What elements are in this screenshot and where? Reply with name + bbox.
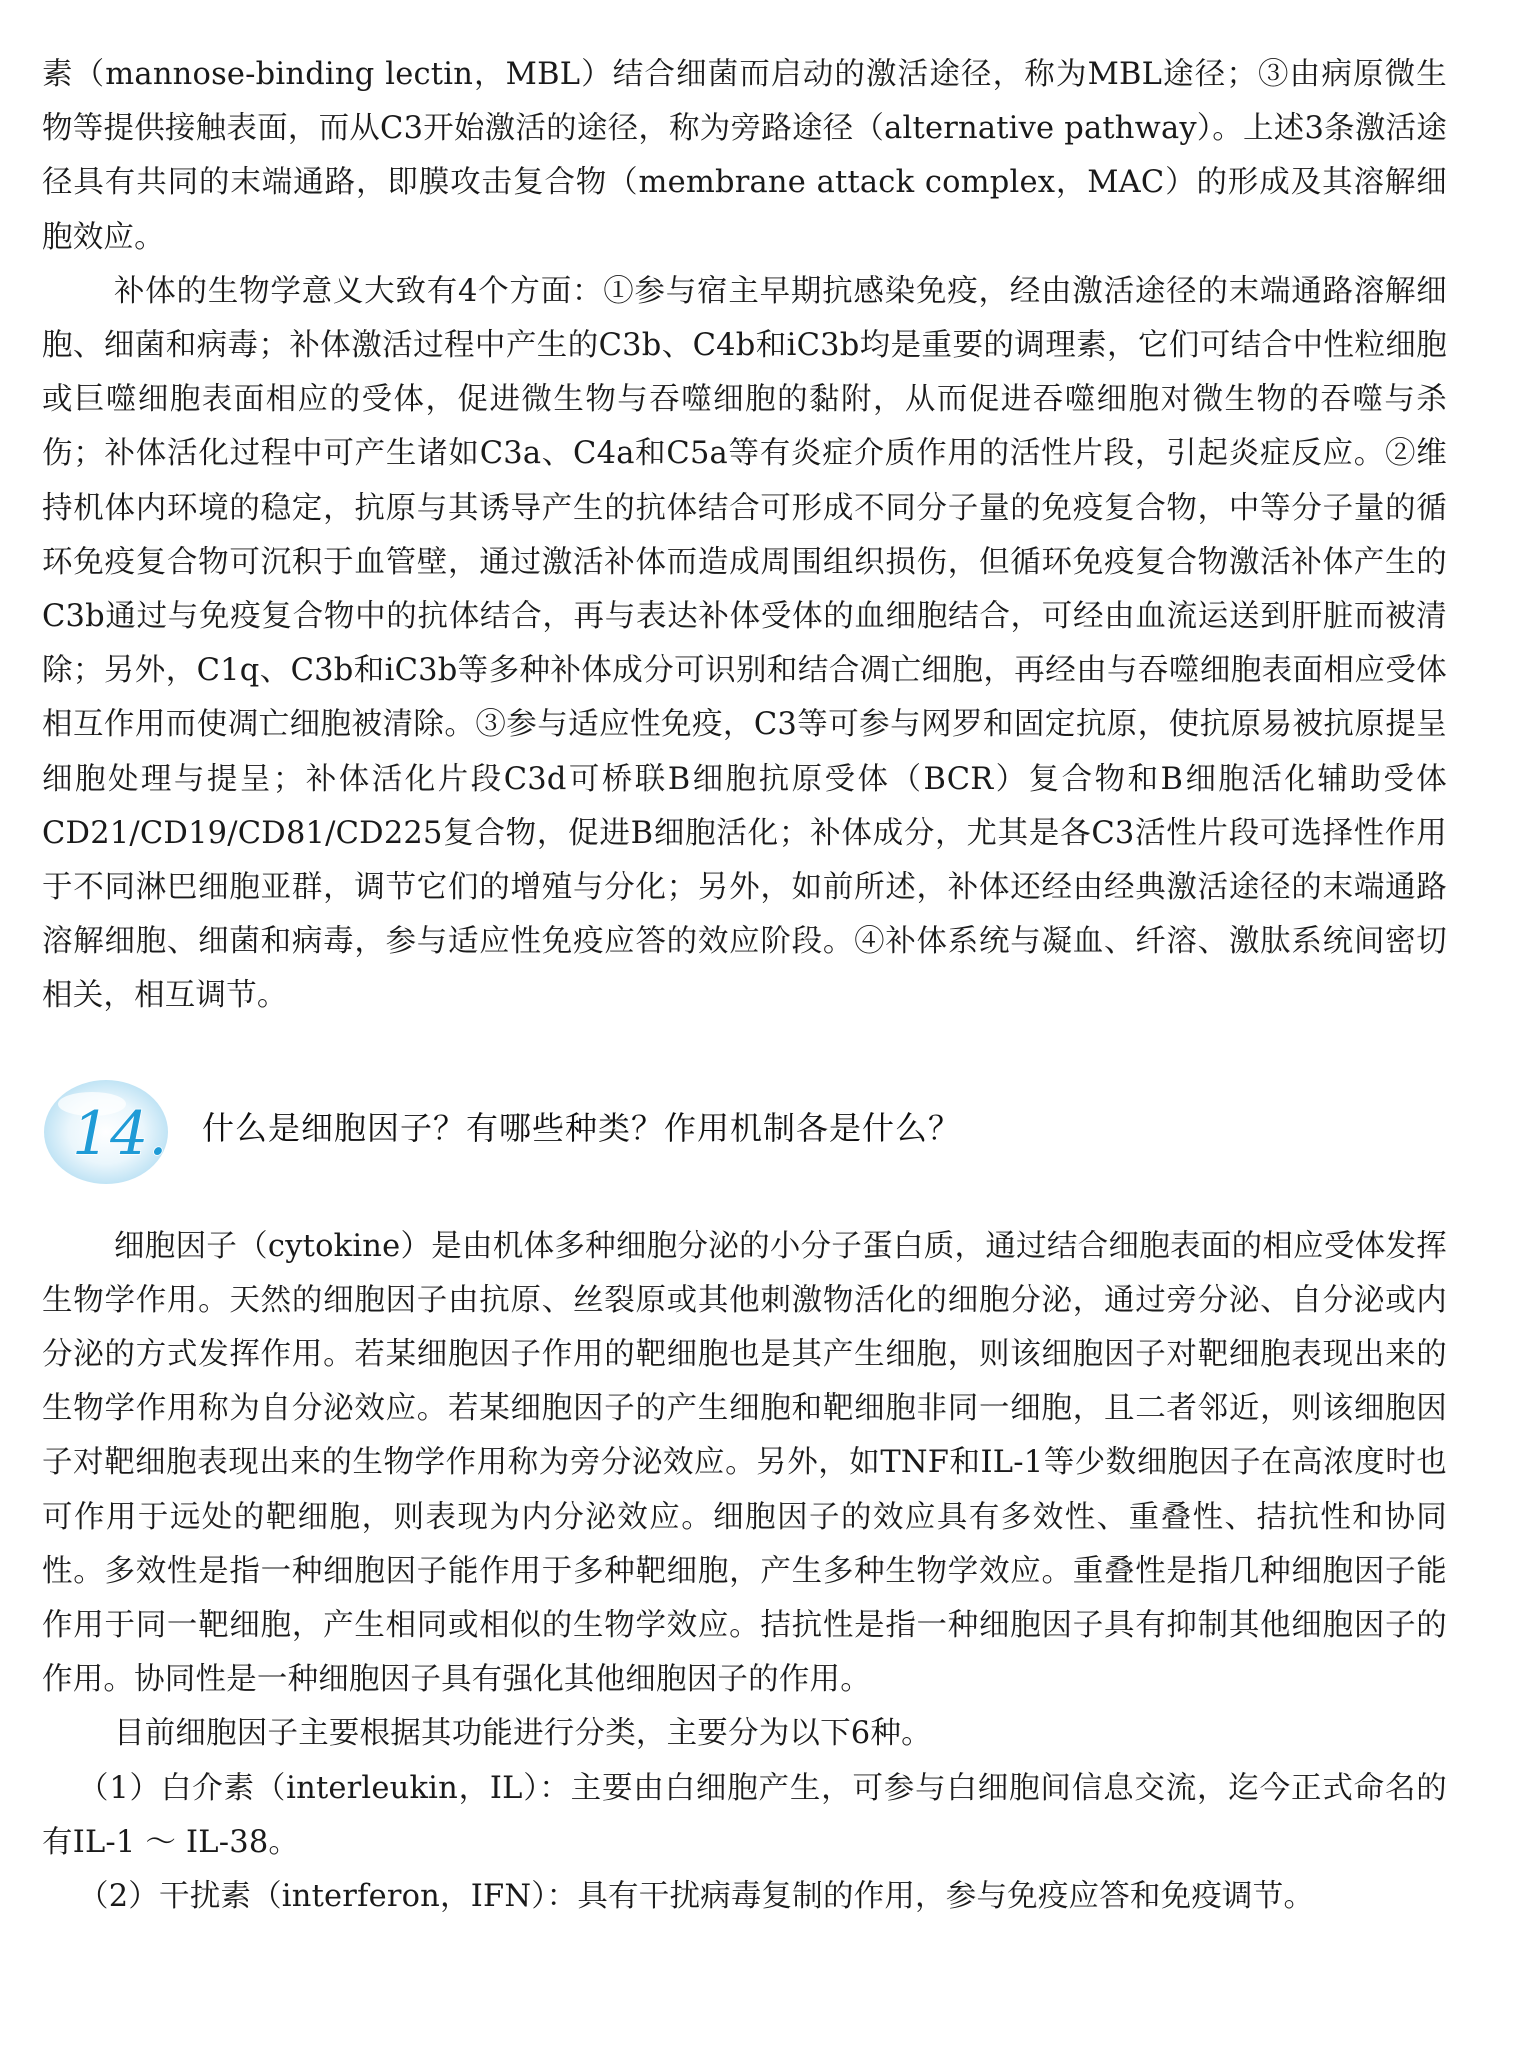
section-title: 什么是细胞因子？有哪些种类？作用机制各是什么？ [202,1108,962,1147]
paragraph-cytokine-definition: 细胞因子（cytokine）是由机体多种细胞分泌的小分子蛋白质，通过结合细胞表面的相应受体发挥生物学作用。天然的细胞因子由抗原、丝裂原或其他刺激物活化的细胞分泌，通过旁分泌、自分泌或内分泌的方式发挥作用。若某细胞因子作用的靶细胞也是其产生细胞，则该细胞因子对靶细胞表现出来的生物学作用称为自分泌效应。若某细胞因子的产生细胞和靶细胞非同一细胞，且二者邻近，则该细胞因子对靶细胞表现出来的生物学作用称为旁分泌效应。另外，如TNF和IL-1等少数细胞因子在高浓度时也可作用于远处的靶细胞，则表现为内分泌效应。细胞因子的效应具有多效性、重叠性、拮抗性和协同性。多效性是指一种细胞因子能作用于多种靶细胞，产生多种生物学效应。重叠性是指几种细胞因子能作用于同一靶细胞，产生相同或相似的生物学效应。拮抗性是指一种细胞因子具有抑制其他细胞因子的作用。协同性是一种细胞因子具有强化其他细胞因子的作用。 [42,1228,1447,1698]
section-number-badge [42,1074,182,1186]
list-item-interleukin: （1）白介素（interleukin，IL）：主要由白细胞产生，可参与白细胞间信息交流，迄今正式命名的有IL-1 ～ IL-38。 [42,1770,1447,1860]
section-number: 14. [72,1098,168,1169]
list-item-interferon: （2）干扰素（interferon，IFN）：具有干扰病毒复制的作用，参与免疫应答和免疫调节。 [78,1879,1315,1915]
page-content [42,48,1447,1924]
paragraph-classification-intro: 目前细胞因子主要根据其功能进行分类，主要分为以下6种。 [114,1716,932,1752]
section-heading [42,1058,1447,1208]
paragraph-complement-significance: 补体的生物学意义大致有4个方面：①参与宿主早期抗感染免疫，经由激活途径的末端通路溶解细胞、细菌和病毒；补体激活过程中产生的C3b、C4b和iC3b均是重要的调理素，它们可结合中性粒细胞或巨噬细胞表面相应的受体，促进微生物与吞噬细胞的黏附，从而促进吞噬细胞对微生物的吞噬与杀伤；补体活化过程中可产生诸如C3a、C4a和C5a等有炎症介质作用的活性片段，引起炎症反应。②维持机体内环境的稳定，抗原与其诱导产生的抗体结合可形成不同分子量的免疫复合物，中等分子量的循环免疫复合物可沉积于血管壁，通过激活补体而造成周围组织损伤，但循环免疫复合物激活补体产生的C3b通过与免疫复合物中的抗体结合，再与表达补体受体的血细胞结合，可经由血流运送到肝脏而被清除；另外，C1q、C3b和iC3b等多种补体成分可识别和结合凋亡细胞，再经由与吞噬细胞表面相应受体相互作用而使凋亡细胞被清除。③参与适应性免疫，C3等可参与网罗和固定抗原，使抗原易被抗原提呈细胞处理与提呈；补体活化片段C3d可桥联B细胞抗原受体（BCR）复合物和B细胞活化辅助受体CD21/CD19/CD81/CD225复合物，促进B细胞活化；补体成分，尤其是各C3活性片段可选择性作用于不同淋巴细胞亚群，调节它们的增殖与分化；另外，如前所述，补体还经由经典激活途径的末端通路溶解细胞、细菌和病毒，参与适应性免疫应答的效应阶段。④补体系统与凝血、纤溶、激肽系统间密切相关，相互调节。 [42,273,1447,1014]
paragraph-mbl-pathway: 素（mannose-binding lectin，MBL）结合细菌而启动的激活途径，称为MBL途径；③由病原微生物等提供接触表面，而从C3开始激活的途径，称为旁路途径（alternative pathway）。上述3条激活途径具有共同的末端通路，即膜攻击复合物（membrane attack complex，MAC）的形成及其溶解细胞效应。 [42,57,1447,255]
